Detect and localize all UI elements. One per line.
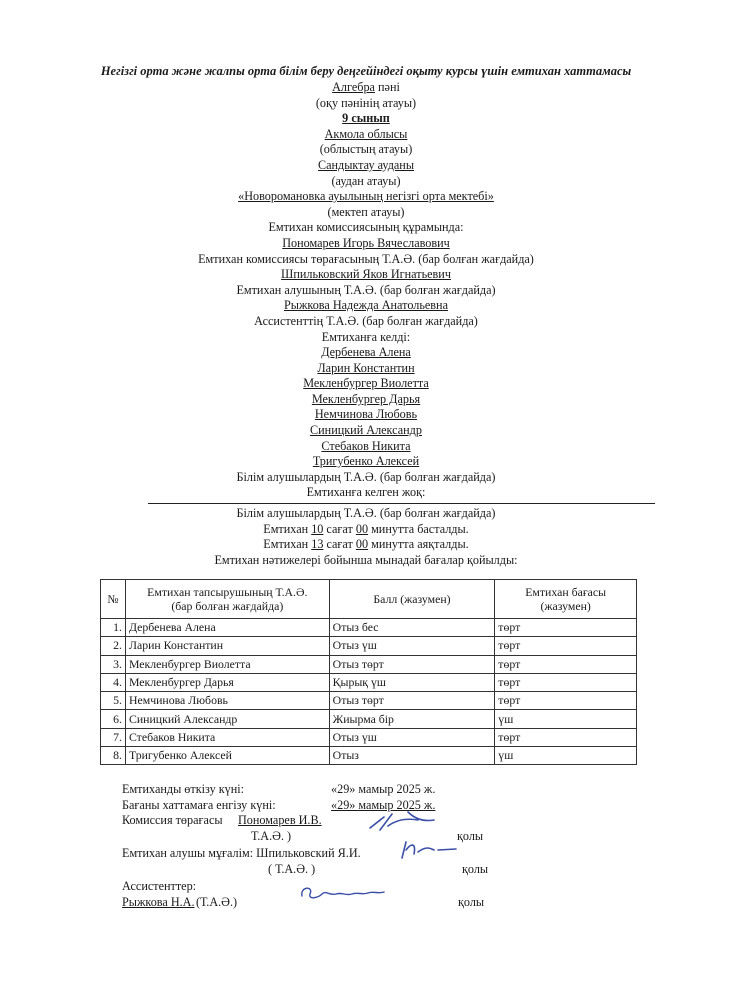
exam-date-value: «29» мамыр 2025 ж.: [331, 782, 436, 796]
assistant-name: Рыжкова Надежда Анатольевна: [284, 298, 448, 313]
present-student: Немчинова Любовь: [314, 407, 418, 422]
table-row: [101, 619, 637, 637]
present-student: Мекленбургер Виолетта: [303, 376, 429, 391]
row-name: Немчинова Любовь: [125, 692, 329, 710]
subject-value: Алгебра: [332, 80, 375, 94]
row-grade: үш: [495, 710, 637, 728]
present-student: Ларин Константин: [317, 360, 415, 375]
col-name-header: Емтихан тапсырушының Т.А.Ә. (бар болған жағдайда): [125, 580, 329, 619]
results-table: [100, 579, 637, 765]
present-heading: Емтиханға келді:: [321, 329, 411, 344]
subject-caption: (оқу пәнінің атауы): [315, 95, 417, 110]
row-grade: төрт: [495, 619, 637, 637]
row-grade: үш: [495, 747, 637, 765]
row-score: Жиырма бір: [329, 710, 495, 728]
absent-students-line: [148, 503, 655, 504]
row-number: 1.: [101, 619, 126, 637]
assistants-label: Ассистенттер:: [122, 879, 197, 893]
start-time-line: Емтихан 10 сағат 00 минутта басталды.: [263, 521, 469, 536]
grade: 9 сынып: [342, 111, 390, 126]
assistant-short-name: Рыжкова Н.А.: [122, 895, 195, 909]
row-name: Тригубенко Алексей: [125, 747, 329, 765]
absent-heading: Емтиханға келген жоқ:: [306, 485, 426, 500]
row-name: Мекленбургер Дарья: [125, 673, 329, 691]
col-number-header: №: [101, 580, 126, 619]
commission-heading: Емтихан комиссиясының құрамында:: [268, 220, 464, 235]
examiner-signature-icon: [396, 836, 460, 862]
row-number: 2.: [101, 637, 126, 655]
present-student: Синицкий Александр: [310, 423, 422, 438]
row-number: 7.: [101, 728, 126, 746]
assistant-caption: Ассистенттің Т.А.Ә. (бар болған жағдайда): [254, 313, 478, 328]
chair-label: Комиссия төрағасы: [122, 813, 223, 827]
results-intro: Емтихан нәтижелері бойынша мынадай бағалар қойылды:: [214, 552, 518, 567]
subject-line: [0, 80, 732, 96]
table-row: [101, 692, 637, 710]
subject-suffix: пәні: [374, 80, 400, 94]
examiner-name: Шпильковский Яков Игнатьевич: [281, 267, 451, 282]
header-block: [0, 80, 732, 501]
examiner-fio-caption: ( Т.А.Ә. ): [268, 862, 316, 876]
table-row: [101, 710, 637, 728]
row-number: 6.: [101, 710, 126, 728]
chair-name: Пономарев Игорь Вячеславович: [282, 235, 450, 250]
present-student: Дербенева Алена: [321, 345, 411, 360]
table-row: [101, 747, 637, 765]
row-grade: төрт: [495, 673, 637, 691]
region: Акмола облысы: [324, 126, 408, 141]
row-score: Отыз төрт: [329, 692, 495, 710]
school-caption: (мектеп атауы): [327, 204, 405, 219]
students-caption: Білім алушылардың Т.А.Ә. (бар болған жағдайда): [236, 469, 496, 484]
district: Сандыктау ауданы: [317, 157, 415, 172]
row-name: Дербенева Алена: [125, 619, 329, 637]
row-number: 3.: [101, 655, 126, 673]
row-grade: төрт: [495, 728, 637, 746]
time-block: [0, 506, 732, 568]
row-score: Отыз: [329, 747, 495, 765]
present-student: Мекленбургер Дарья: [311, 391, 421, 406]
district-caption: (аудан атауы): [331, 173, 401, 188]
row-name: Ларин Константин: [125, 637, 329, 655]
row-grade: төрт: [495, 655, 637, 673]
row-score: Қырық үш: [329, 673, 495, 691]
end-minute: 00: [355, 537, 369, 552]
chair-signature-icon: [362, 808, 442, 836]
table-row: [101, 673, 637, 691]
table-header-row: [101, 580, 637, 619]
examiner-caption: Емтихан алушының Т.А.Ә. (бар болған жағдайда): [236, 282, 496, 297]
document-title: Негізгі орта және жалпы орта білім беру деңгейіндегі оқыту курсы үшін емтихан хаттамасы: [100, 64, 632, 78]
region-caption: (облыстың атауы): [319, 142, 413, 157]
assistant-sign-caption: қолы: [458, 895, 485, 909]
examiner-sign-caption: қолы: [462, 862, 489, 876]
row-score: Отыз үш: [329, 728, 495, 746]
examiner-line: Емтихан алушы мұғалім: Шпильковский Я.И.: [122, 846, 361, 860]
start-hour: 10: [311, 521, 324, 536]
row-number: 4.: [101, 673, 126, 691]
row-score: Отыз бес: [329, 619, 495, 637]
col-score-header: Балл (жазумен): [329, 580, 495, 619]
chair-sign-caption: қолы: [457, 829, 484, 843]
row-grade: төрт: [495, 692, 637, 710]
col-grade-header: Емтихан бағасы (жазумен): [495, 580, 637, 619]
row-score: Отыз төрт: [329, 655, 495, 673]
chair-fio-caption: Т.А.Ә. ): [251, 829, 292, 843]
row-score: Отыз үш: [329, 637, 495, 655]
row-name: Синицкий Александр: [125, 710, 329, 728]
end-time-line: Емтихан 13 сағат 00 минутта аяқталды.: [263, 537, 469, 552]
present-student: Стебаков Никита: [321, 438, 411, 453]
row-name: Мекленбургер Виолетта: [125, 655, 329, 673]
start-minute: 00: [355, 521, 369, 536]
exam-date-label: Емтиханды өткізу күні:: [122, 782, 245, 796]
assistant-signature-icon: [296, 882, 388, 904]
row-number: 8.: [101, 747, 126, 765]
entry-date-value: «29» мамыр 2025 ж.: [331, 798, 436, 812]
chair-caption: Емтихан комиссиясы төрағасының Т.А.Ә. (бар болған жағдайда): [198, 251, 534, 266]
row-grade: төрт: [495, 637, 637, 655]
absent-caption: Білім алушылардың Т.А.Ә. (бар болған жағдайда): [236, 506, 496, 520]
assistant-fio-caption: (Т.А.Ә.): [196, 895, 238, 909]
present-student: Тригубенко Алексей: [312, 454, 420, 469]
row-name: Стебаков Никита: [125, 728, 329, 746]
school-name: «Новоромановка ауылының негізгі орта мектебі»: [238, 189, 494, 204]
row-number: 5.: [101, 692, 126, 710]
entry-date-label: Бағаны хаттамаға енгізу күні:: [122, 798, 276, 812]
table-row: [101, 655, 637, 673]
table-row: [101, 637, 637, 655]
table-row: [101, 728, 637, 746]
end-hour: 13: [311, 537, 324, 552]
chair-short-name: Пономарев И.В.: [238, 813, 322, 827]
